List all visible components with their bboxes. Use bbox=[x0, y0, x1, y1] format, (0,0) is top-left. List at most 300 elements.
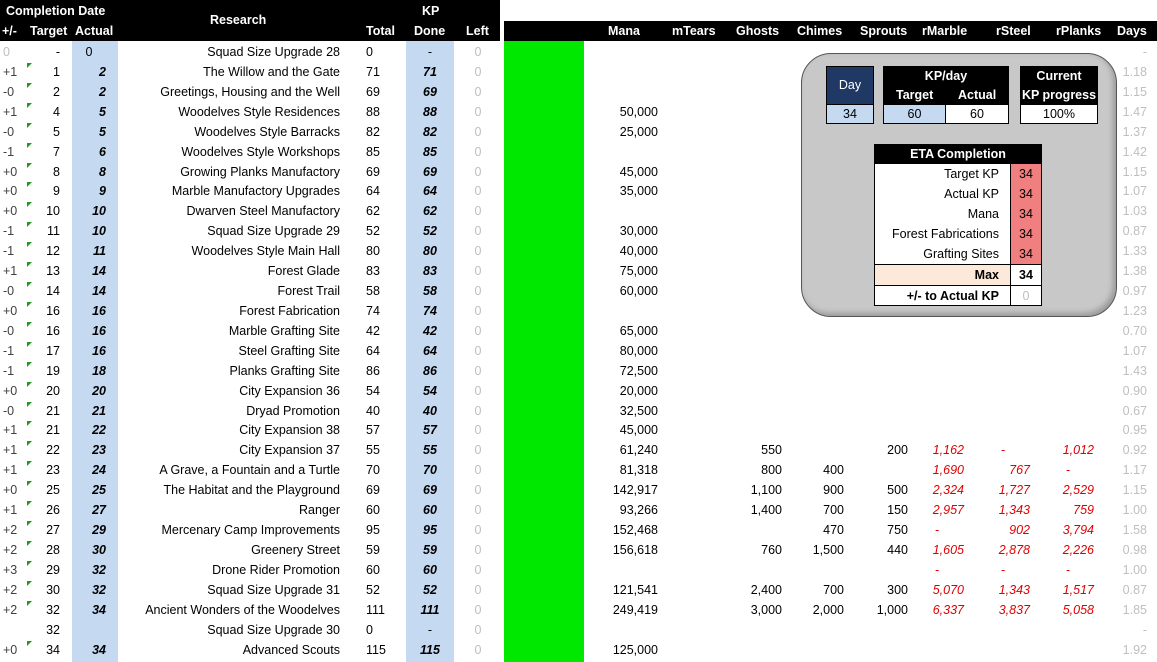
target-cell: 21 bbox=[46, 423, 60, 438]
done-cell: 74 bbox=[423, 303, 437, 318]
header-done: Done bbox=[414, 24, 446, 38]
actual-cell: 16 bbox=[92, 303, 106, 318]
days-cell: 1.00 bbox=[1122, 562, 1147, 577]
day-box bbox=[826, 66, 874, 124]
ghosts-cell: 550 bbox=[761, 443, 782, 458]
header-blank-cell bbox=[504, 0, 1157, 22]
actual-cell: 25 bbox=[92, 483, 106, 498]
ghosts-cell: 760 bbox=[761, 543, 782, 557]
diff-cell: +0 bbox=[3, 303, 18, 318]
research-cell: City Expansion 38 bbox=[239, 423, 340, 438]
day-value: 34 bbox=[827, 104, 873, 123]
chimes-cell: 900 bbox=[823, 483, 844, 498]
chimes-cell bbox=[784, 401, 844, 421]
total-cell: 52 bbox=[366, 224, 380, 239]
header-days: Days bbox=[1117, 24, 1147, 38]
rplanks-cell: 5,058 bbox=[1062, 602, 1094, 617]
diff-cell: -0 bbox=[3, 124, 15, 139]
sprouts-cell bbox=[846, 640, 908, 660]
actual-cell: 30 bbox=[92, 543, 106, 557]
header-chimes: Chimes bbox=[797, 24, 843, 38]
mana-cell: 121,541 bbox=[612, 582, 658, 597]
kp-progress-label: KP progress bbox=[1021, 88, 1097, 102]
sprouts-cell bbox=[846, 560, 908, 580]
mana-cell bbox=[586, 301, 658, 321]
kpday-target-label: Target bbox=[896, 88, 934, 102]
mana-cell: 65,000 bbox=[619, 323, 658, 338]
left-cell: 0 bbox=[474, 104, 482, 119]
rplanks-cell: 2,226 bbox=[1062, 543, 1094, 557]
done-cell: 95 bbox=[423, 523, 437, 538]
research-cell: Ranger bbox=[299, 503, 340, 518]
done-cell: 60 bbox=[423, 503, 437, 518]
table-row bbox=[0, 341, 1157, 361]
total-cell: 95 bbox=[366, 523, 380, 538]
actual-cell: 6 bbox=[99, 144, 106, 159]
done-cell: 52 bbox=[423, 582, 437, 597]
mtears-cell bbox=[660, 580, 720, 600]
days-cell: 0.87 bbox=[1122, 224, 1147, 239]
sprouts-cell bbox=[846, 401, 908, 421]
actual-cell: 14 bbox=[92, 284, 106, 299]
ghosts-cell bbox=[722, 301, 782, 321]
rmarble-cell bbox=[910, 401, 974, 421]
total-cell: 57 bbox=[366, 423, 380, 438]
target-cell: 26 bbox=[46, 503, 60, 518]
header-rsteel: rSteel bbox=[996, 24, 1031, 38]
mana-cell: 40,000 bbox=[619, 244, 658, 259]
ghosts-cell bbox=[722, 102, 782, 122]
left-cell: 0 bbox=[474, 642, 482, 657]
ghosts-cell bbox=[722, 620, 782, 640]
kpday-target-value: 60 bbox=[884, 105, 946, 123]
target-cell: 22 bbox=[46, 443, 60, 458]
sprouts-cell bbox=[846, 420, 908, 440]
actual-cell: 2 bbox=[99, 64, 106, 79]
table-row bbox=[0, 401, 1157, 421]
left-cell: 0 bbox=[474, 64, 482, 79]
sprouts-cell bbox=[846, 361, 908, 381]
diff-cell: +1 bbox=[3, 503, 18, 518]
diff-cell: +2 bbox=[3, 602, 18, 617]
table-row bbox=[0, 580, 1157, 600]
days-cell: 1.43 bbox=[1122, 363, 1147, 378]
kp-progress-box bbox=[1020, 66, 1098, 124]
total-cell: 64 bbox=[366, 343, 380, 358]
research-cell: Squad Size Upgrade 29 bbox=[207, 224, 340, 239]
days-cell: - bbox=[1142, 622, 1147, 637]
research-cell: Marble Grafting Site bbox=[228, 323, 340, 338]
eta-row-value: 34 bbox=[1010, 184, 1041, 204]
chimes-cell bbox=[784, 640, 844, 660]
total-cell: 55 bbox=[366, 443, 380, 458]
actual-cell: 29 bbox=[92, 523, 106, 538]
table-row bbox=[0, 361, 1157, 381]
done-cell: 54 bbox=[423, 383, 437, 398]
target-cell: 20 bbox=[46, 383, 60, 398]
research-cell: Woodelves Style Main Hall bbox=[191, 244, 340, 259]
total-cell: 59 bbox=[366, 543, 380, 557]
left-cell: 0 bbox=[474, 403, 482, 418]
actual-cell: 11 bbox=[93, 244, 106, 259]
rmarble-cell bbox=[910, 620, 974, 640]
rsteel-cell: 1,343 bbox=[998, 503, 1030, 518]
actual-cell: 22 bbox=[92, 423, 106, 438]
chimes-cell bbox=[784, 361, 844, 381]
done-cell: 86 bbox=[423, 363, 437, 378]
research-cell: City Expansion 37 bbox=[239, 443, 340, 458]
sprouts-cell: 150 bbox=[887, 503, 908, 518]
total-cell: 83 bbox=[366, 264, 380, 279]
mtears-cell bbox=[660, 460, 720, 480]
mtears-cell bbox=[660, 640, 720, 660]
days-cell: 1.15 bbox=[1122, 84, 1147, 99]
target-cell: 16 bbox=[46, 323, 60, 338]
actual-cell: 24 bbox=[92, 463, 106, 478]
total-cell: 0 bbox=[366, 622, 373, 637]
done-cell: 85 bbox=[423, 144, 437, 159]
sprouts-cell bbox=[846, 460, 908, 480]
header-rplanks: rPlanks bbox=[1056, 24, 1102, 38]
ghosts-cell bbox=[722, 201, 782, 221]
mana-cell: 93,266 bbox=[619, 503, 658, 518]
mtears-cell bbox=[660, 440, 720, 460]
done-cell: 58 bbox=[423, 284, 437, 299]
ghosts-cell bbox=[722, 361, 782, 381]
target-cell: 32 bbox=[46, 602, 60, 617]
kpday-actual-value: 60 bbox=[970, 107, 984, 121]
mtears-cell bbox=[660, 122, 720, 142]
days-cell: 0.95 bbox=[1122, 423, 1147, 438]
target-cell: 1 bbox=[53, 64, 60, 79]
days-cell: 0.98 bbox=[1122, 543, 1147, 557]
mtears-cell bbox=[660, 181, 720, 201]
days-cell: 1.18 bbox=[1122, 64, 1147, 79]
target-cell: 7 bbox=[53, 144, 60, 159]
header-rmarble: rMarble bbox=[922, 24, 968, 38]
ghosts-cell bbox=[722, 560, 782, 580]
days-cell: 1.85 bbox=[1122, 602, 1147, 617]
actual-cell: 16 bbox=[92, 323, 106, 338]
mtears-cell bbox=[660, 162, 720, 182]
rplanks-cell: - bbox=[1065, 562, 1071, 577]
left-cell: 0 bbox=[474, 124, 482, 139]
mtears-cell bbox=[660, 600, 720, 620]
done-cell: 59 bbox=[423, 543, 437, 557]
eta-row-label: Forest Fabrications bbox=[892, 227, 999, 241]
target-cell: 16 bbox=[46, 303, 60, 318]
actual-cell: 27 bbox=[92, 503, 106, 518]
rsteel-cell: 3,837 bbox=[998, 602, 1030, 617]
rmarble-cell: 1,162 bbox=[932, 443, 964, 458]
actual-cell: 23 bbox=[92, 443, 106, 458]
done-cell: 70 bbox=[423, 463, 437, 478]
rmarble-cell: 2,957 bbox=[932, 503, 964, 518]
left-cell: 0 bbox=[474, 164, 482, 179]
chimes-cell bbox=[784, 560, 844, 580]
actual-cell: 14 bbox=[92, 264, 106, 279]
target-cell: 27 bbox=[46, 523, 60, 538]
rsteel-cell bbox=[976, 341, 1040, 361]
ghosts-cell bbox=[722, 221, 782, 241]
diff-cell: -1 bbox=[3, 244, 15, 259]
ghosts-cell: 2,400 bbox=[750, 582, 782, 597]
mana-cell: 80,000 bbox=[619, 343, 658, 358]
eta-row bbox=[875, 184, 1041, 204]
actual-cell: 2 bbox=[99, 84, 106, 99]
target-cell: 32 bbox=[46, 622, 60, 637]
header-ghosts: Ghosts bbox=[736, 24, 780, 38]
total-cell: 42 bbox=[366, 323, 380, 338]
target-cell: 5 bbox=[53, 124, 60, 139]
done-cell: 111 bbox=[420, 602, 440, 617]
research-cell: Marble Manufactory Upgrades bbox=[171, 184, 340, 199]
target-cell: 8 bbox=[53, 164, 60, 179]
research-cell: Forest Fabrication bbox=[239, 303, 340, 318]
header-sprouts: Sprouts bbox=[860, 24, 908, 38]
sprouts-cell: 200 bbox=[887, 443, 908, 458]
eta-box bbox=[874, 144, 1042, 306]
days-cell: - bbox=[1142, 45, 1147, 59]
days-cell: 0.70 bbox=[1122, 323, 1147, 338]
diff-cell: +1 bbox=[3, 463, 18, 478]
chimes-cell: 700 bbox=[823, 503, 844, 518]
kp-progress-value: 100% bbox=[1021, 104, 1097, 123]
kpday-values bbox=[884, 104, 1008, 123]
eta-row bbox=[875, 204, 1041, 224]
mana-cell: 45,000 bbox=[619, 164, 658, 179]
ghosts-cell bbox=[722, 381, 782, 401]
diff-cell: -1 bbox=[3, 144, 15, 159]
target-cell: 23 bbox=[46, 463, 60, 478]
actual-cell: 8 bbox=[99, 164, 106, 179]
total-cell: 0 bbox=[366, 45, 373, 59]
total-cell: 52 bbox=[366, 582, 380, 597]
done-cell: 55 bbox=[423, 443, 437, 458]
mtears-cell bbox=[660, 540, 720, 560]
rmarble-cell bbox=[910, 640, 974, 660]
chimes-cell bbox=[784, 381, 844, 401]
rmarble-cell bbox=[910, 361, 974, 381]
mtears-cell bbox=[660, 82, 720, 102]
research-cell: Ancient Wonders of the Woodelves bbox=[145, 602, 340, 617]
rmarble-cell: - bbox=[934, 523, 940, 538]
ghosts-cell bbox=[722, 321, 782, 341]
rsteel-cell: 1,343 bbox=[998, 582, 1030, 597]
header-research: Research bbox=[210, 13, 267, 27]
total-cell: 71 bbox=[366, 64, 380, 79]
actual-cell: 32 bbox=[92, 582, 106, 597]
days-cell: 1.38 bbox=[1122, 264, 1147, 279]
table-row bbox=[0, 600, 1157, 620]
target-cell: 9 bbox=[53, 184, 60, 199]
rsteel-cell: 767 bbox=[1009, 463, 1030, 478]
rmarble-cell bbox=[910, 420, 974, 440]
sprouts-cell: 440 bbox=[887, 543, 908, 557]
rsteel-cell bbox=[976, 361, 1040, 381]
eta-diff-label: +/- to Actual KP bbox=[906, 289, 999, 303]
rmarble-cell: 6,337 bbox=[932, 602, 964, 617]
rmarble-cell: 1,605 bbox=[932, 543, 964, 557]
chimes-cell bbox=[784, 420, 844, 440]
header-mtears: mTears bbox=[672, 24, 716, 38]
left-cell: 0 bbox=[474, 244, 482, 259]
total-cell: 85 bbox=[366, 144, 380, 159]
research-cell: The Willow and the Gate bbox=[203, 64, 340, 79]
table-row bbox=[0, 420, 1157, 440]
days-cell: 1.37 bbox=[1122, 124, 1147, 139]
sprouts-cell: 1,000 bbox=[876, 602, 908, 617]
left-cell: 0 bbox=[474, 224, 482, 239]
done-cell: - bbox=[427, 45, 433, 59]
diff-cell: +1 bbox=[3, 443, 18, 458]
header-kp: KP bbox=[422, 4, 440, 18]
ghosts-cell: 1,100 bbox=[750, 483, 782, 498]
research-cell: Mercenary Camp Improvements bbox=[161, 523, 340, 538]
ghosts-cell: 800 bbox=[761, 463, 782, 478]
target-cell: 13 bbox=[46, 264, 60, 279]
mtears-cell bbox=[660, 102, 720, 122]
research-cell: Greetings, Housing and the Well bbox=[160, 84, 340, 99]
mtears-cell bbox=[660, 381, 720, 401]
mana-cell: 72,500 bbox=[619, 363, 658, 378]
mana-cell: 249,419 bbox=[612, 602, 658, 617]
mana-cell: 75,000 bbox=[619, 264, 658, 279]
rmarble-cell bbox=[910, 341, 974, 361]
left-cell: 0 bbox=[474, 503, 482, 518]
done-cell: 42 bbox=[423, 323, 437, 338]
days-cell: 1.17 bbox=[1122, 463, 1147, 478]
mana-cell: 35,000 bbox=[619, 184, 658, 199]
done-cell: 64 bbox=[423, 184, 437, 199]
rplanks-cell: 1,517 bbox=[1062, 582, 1094, 597]
done-cell: - bbox=[427, 622, 433, 637]
mana-cell: 30,000 bbox=[619, 224, 658, 239]
table-row bbox=[0, 640, 1157, 660]
ghosts-cell bbox=[722, 162, 782, 182]
research-cell: Woodelves Style Workshops bbox=[181, 144, 340, 159]
chimes-cell: 470 bbox=[823, 523, 844, 538]
rplanks-cell: 3,794 bbox=[1062, 523, 1094, 538]
research-cell: A Grave, a Fountain and a Turtle bbox=[159, 463, 340, 478]
research-cell: Steel Grafting Site bbox=[238, 343, 340, 358]
mana-cell: 25,000 bbox=[619, 124, 658, 139]
rmarble-cell: - bbox=[934, 562, 940, 577]
eta-row-label: Mana bbox=[967, 207, 999, 221]
days-cell: 1.23 bbox=[1122, 303, 1147, 318]
done-cell: 71 bbox=[423, 64, 437, 79]
total-cell: 54 bbox=[366, 383, 380, 398]
left-cell: 0 bbox=[474, 323, 482, 338]
eta-max-row bbox=[875, 264, 1041, 285]
ghosts-cell bbox=[722, 341, 782, 361]
actual-cell: 9 bbox=[99, 184, 106, 199]
total-cell: 58 bbox=[366, 284, 380, 299]
research-cell: Squad Size Upgrade 28 bbox=[207, 45, 340, 59]
diff-cell: +2 bbox=[3, 543, 18, 557]
left-cell: 0 bbox=[474, 423, 482, 438]
diff-cell: +0 bbox=[3, 642, 18, 657]
research-cell: Advanced Scouts bbox=[242, 642, 340, 657]
mtears-cell bbox=[660, 500, 720, 520]
actual-cell: 0 bbox=[85, 45, 93, 59]
actual-cell: 34 bbox=[92, 642, 106, 657]
total-cell: 60 bbox=[366, 503, 380, 518]
mana-cell bbox=[586, 142, 658, 162]
total-cell: 80 bbox=[366, 244, 380, 259]
target-cell: 11 bbox=[47, 224, 60, 239]
ghosts-cell bbox=[722, 62, 782, 82]
ghosts-cell bbox=[722, 142, 782, 162]
total-cell: 86 bbox=[366, 363, 380, 378]
total-cell: 69 bbox=[366, 164, 380, 179]
mtears-cell bbox=[660, 361, 720, 381]
left-cell: 0 bbox=[474, 622, 482, 637]
mtears-cell bbox=[660, 401, 720, 421]
days-cell: 1.47 bbox=[1122, 104, 1147, 119]
sprouts-cell bbox=[846, 341, 908, 361]
diff-cell: +3 bbox=[3, 562, 18, 577]
research-cell: Squad Size Upgrade 30 bbox=[207, 622, 340, 637]
target-cell: 12 bbox=[46, 244, 60, 259]
mana-cell: 60,000 bbox=[619, 284, 658, 299]
total-cell: 60 bbox=[366, 562, 380, 577]
current-label: Current bbox=[1021, 67, 1097, 86]
kpday-box bbox=[883, 66, 1009, 124]
days-cell: 1.00 bbox=[1122, 503, 1147, 518]
table-row bbox=[0, 480, 1157, 500]
rsteel-cell bbox=[976, 640, 1040, 660]
mtears-cell bbox=[660, 221, 720, 241]
research-cell: Drone Rider Promotion bbox=[212, 562, 340, 577]
actual-cell: 18 bbox=[92, 363, 106, 378]
mana-cell: 142,917 bbox=[612, 483, 658, 498]
research-cell: Planks Grafting Site bbox=[229, 363, 340, 378]
done-cell: 69 bbox=[423, 164, 437, 179]
mana-cell: 45,000 bbox=[619, 423, 658, 438]
header-actual: Actual bbox=[75, 24, 114, 38]
diff-cell: -0 bbox=[3, 84, 15, 99]
actual-cell: 5 bbox=[99, 124, 106, 139]
mana-cell: 61,240 bbox=[619, 443, 658, 458]
done-cell: 64 bbox=[423, 343, 437, 358]
rsteel-cell bbox=[976, 401, 1040, 421]
target-cell: 10 bbox=[46, 204, 60, 219]
rplanks-cell: 1,012 bbox=[1062, 443, 1094, 458]
days-cell: 0.97 bbox=[1122, 284, 1147, 299]
rplanks-cell bbox=[1042, 341, 1104, 361]
rplanks-cell bbox=[1042, 640, 1104, 660]
chimes-cell bbox=[784, 341, 844, 361]
diff-cell: -0 bbox=[3, 403, 15, 418]
days-cell: 1.92 bbox=[1122, 642, 1147, 657]
total-cell: 88 bbox=[366, 104, 380, 119]
sprouts-cell: 750 bbox=[887, 523, 908, 538]
left-cell: 0 bbox=[474, 483, 482, 498]
mtears-cell bbox=[660, 560, 720, 580]
diff-cell: +2 bbox=[3, 523, 18, 538]
table-row bbox=[0, 440, 1157, 460]
mana-cell bbox=[586, 620, 658, 640]
left-cell: 0 bbox=[474, 602, 482, 617]
mtears-cell bbox=[660, 142, 720, 162]
total-cell: 70 bbox=[366, 463, 380, 478]
eta-diff-value: 0 bbox=[1010, 286, 1041, 306]
ghosts-cell bbox=[722, 640, 782, 660]
done-cell: 83 bbox=[423, 264, 437, 279]
target-cell: 14 bbox=[46, 284, 60, 299]
chimes-cell: 700 bbox=[823, 582, 844, 597]
